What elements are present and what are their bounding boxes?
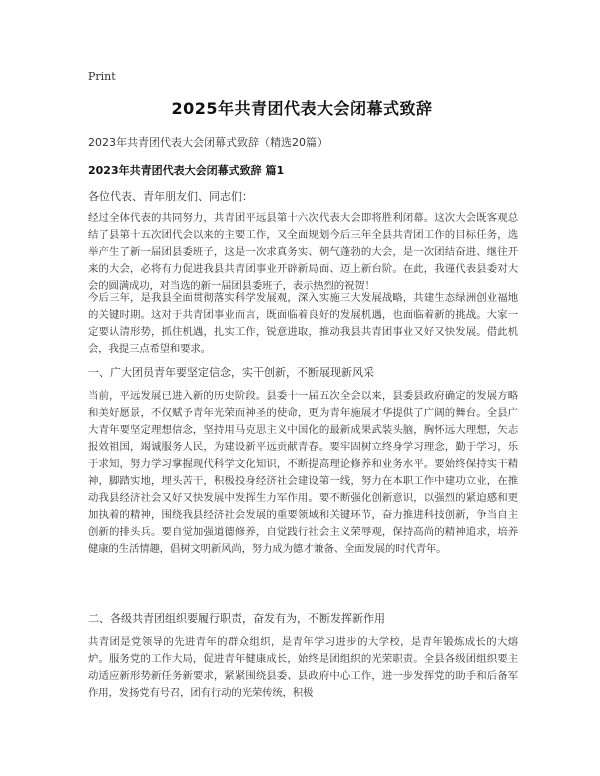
greeting: 各位代表、青年朋友们、同志们： xyxy=(88,190,253,203)
paragraph-1: 经过全体代表的共同努力，共青团平远县第十六次代表大会即将胜利闭幕。这次大会既客观总结了县第十五次团代会以来的主要工作，又全面规划今后三年全县共青团工作的目标任务，选举产生了新一届团县委班子，这是一次求真务实、朝气蓬勃的大会，是一次团结奋进、继往开来的大会，必将有力促进我县共青团事业开辟新局面、迈上新台阶。在此，我谨代表县委对大会的圆满成功，对当选的新一届团县委班子，表示热烈的祝贺！ xyxy=(88,212,518,292)
paragraph-2: 今后三年，是我县全面贯彻落实科学发展观，深入实施三大发展战略，共建生态绿洲创业福地的关键时期。这对于共青团事业而言，既面临着良好的发展机遇，也面临着新的挑战。大家一定要认清形势，抓住机遇，扎实工作，锐意进取，推动我县共青团事业又好又快发展。借此机会，我提三点希望和要求。 xyxy=(88,292,518,355)
paragraph-4: 共青团是党领导的先进青年的群众组织，是青年学习进步的大学校，是青年锻炼成长的大熔炉。服务党的工作大局，促进青年健康成长，始终是团组织的光荣职责。全县各级团组织要主动适应新形势新任务新要求，紧紧围绕县委、县政府中心工作，进一步发挥党的助手和后备军作用，发扬党有号召，团有行动的光荣传统，积极 xyxy=(88,636,518,699)
heading-1: 一、广大团员青年要坚定信念，实干创新，不断展现新风采 xyxy=(88,366,374,379)
print-link[interactable]: Print xyxy=(88,70,116,83)
paragraph-3: 当前，平远发展已进入新的历史阶段。县委十一届五次全会以来，县委县政府确定的发展方略和美好愿景，不仅赋予青年光荣而神圣的使命，更为青年施展才华提供了广阔的舞台。全县广大青年要坚定理想信念，坚持用马克思主义中国化的最新成果武装头脑，胸怀远大理想，矢志报效祖国，竭诚服务人民，为建设新平远贡献青春。要牢固树立终身学习理念，勤于学习，乐于求知，努力学习掌握现代科学文化知识，不断提高理论修养和业务水平。要始终保持实干精神，脚踏实地，埋头苦干，积极投身经济社会建设第一线，努力在本职工作中建功立业，在推动我县经济社会又好又快发展中发挥生力军作用。要不断强化创新意识，以强烈的紧迫感和更加执着的精神，围绕我县经济社会发展的重要领域和关键环节，奋力推进科技创新，争当自主创新的排头兵。要自觉加强道德修养，自觉践行社会主义荣辱观，保持高尚的精神追求，培养健康的生活情趣，倡树文明新风尚，努力成为德才兼备、全面发展的时代青年。 xyxy=(88,390,518,555)
article-subtitle: 2023年共青团代表大会闭幕式致辞（精选20篇） xyxy=(88,136,328,149)
page-title: 2025年共青团代表大会闭幕式致辞 xyxy=(171,99,433,118)
heading-2: 二、各级共青团组织要履行职责，奋发有为，不断发挥新作用 xyxy=(88,612,385,625)
section-title: 2023年共青团代表大会闭幕式致辞 篇1 xyxy=(88,164,285,177)
